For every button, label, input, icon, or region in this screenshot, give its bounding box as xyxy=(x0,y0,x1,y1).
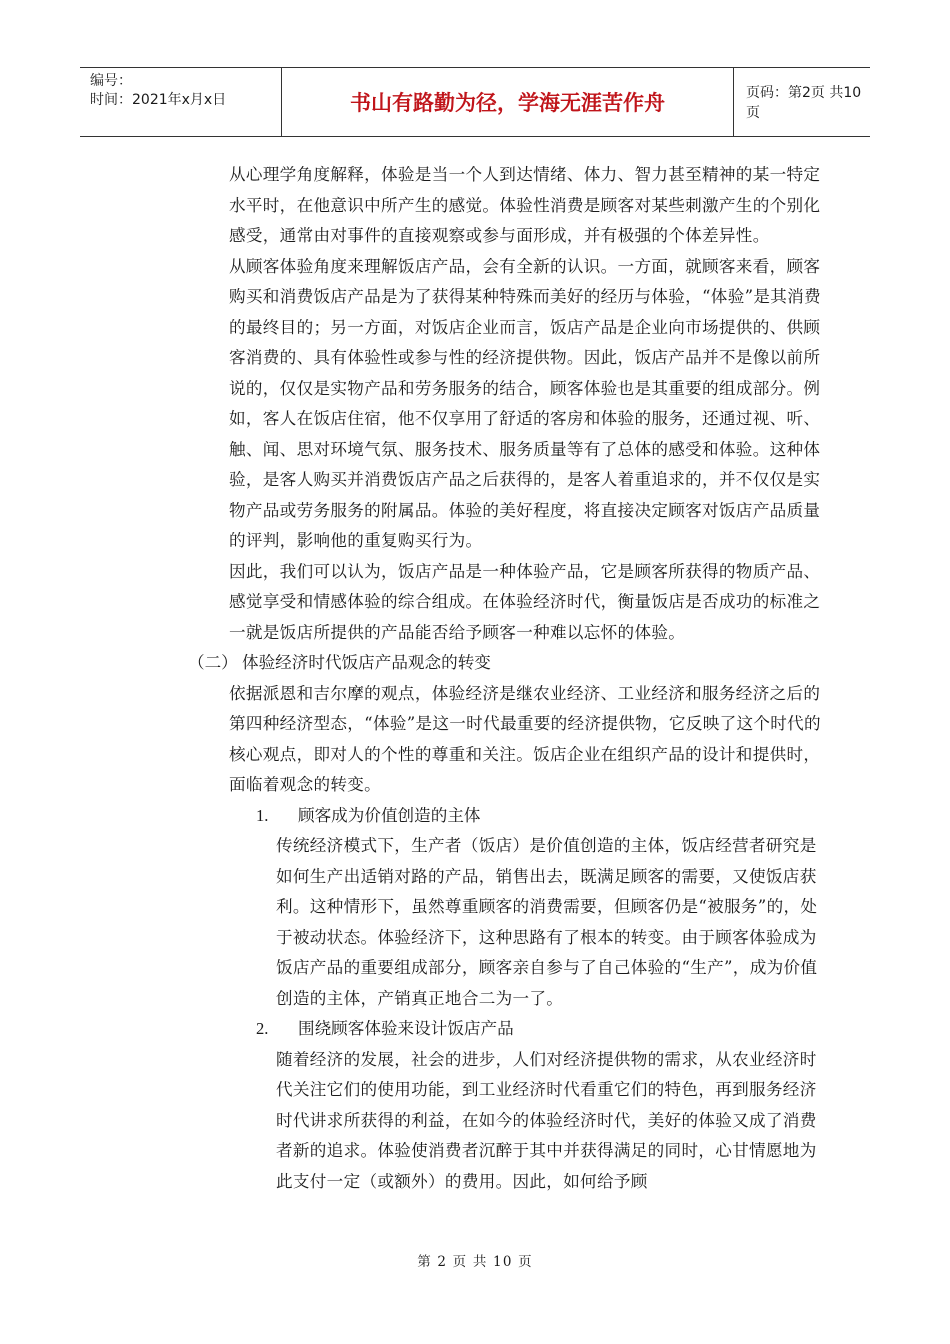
header-motto: 书山有路勤为径，学海无涯苦作舟 xyxy=(282,68,734,136)
list-item-heading xyxy=(256,1014,950,1045)
list-item-title: 顾客成为价值创造的主体 xyxy=(298,805,481,825)
paragraph-conclusion: 因此，我们可以认为，饭店产品是一种体验产品，它是顾客所获得的物质产品、感觉享受和情感体验的综合组成。在体验经济时代，衡量饭店是否成功的标准之一就是饭店所提供的产品能否给予顾客一种难以忘怀的体验。 xyxy=(229,561,821,642)
page-footer: 第 2 页 共 10 页 xyxy=(417,1254,533,1270)
paragraph-psychology: 从心理学角度解释，体验是当一个人到达情绪、体力、智力甚至精神的某一特定水平时，在他意识中所产生的感觉。体验性消费是顾客对某些刺激产生的个别化感受，通常由对事件的直接观察或参与面形成，并有极强的个体差异性。 xyxy=(229,165,821,245)
date-label: 时间：2021年x月x日 xyxy=(90,92,227,108)
section-title: 体验经济时代饭店产品观念的转变 xyxy=(242,653,491,672)
list-item-heading xyxy=(256,801,950,832)
header-page-label: 页码：第2页 共10页 xyxy=(746,85,862,121)
list-item-number: 2. xyxy=(256,1019,269,1038)
number-label: 编号： xyxy=(90,73,132,89)
paragraph-experience-economy: 依据派恩和吉尔摩的观点，体验经济是继农业经济、工业经济和服务经济之后的第四种经济型态，“体验”是这一时代最重要的经济提供物，它反映了这个时代的核心观点，即对人的个性的尊重和关注。饭店企业在组织产品的设计和提供时，面临着观念的转变。 xyxy=(229,683,821,794)
list-item-title: 围绕顾客体验来设计饭店产品 xyxy=(298,1019,514,1038)
document-body xyxy=(0,160,950,1197)
header-meta xyxy=(80,68,282,136)
section-heading xyxy=(188,648,950,679)
list-item-number: 1. xyxy=(256,805,269,825)
paragraph-customer-view: 从顾客体验角度来理解饭店产品，会有全新的认识。一方面，就顾客来看，顾客购买和消费饭店产品是为了获得某种特殊而美好的经历与体验，“体验”是其消费的最终目的；另一方面，对饭店企业而言，饭店产品是企业向市场提供的、供顾客消费的、具有体验性或参与性的经济提供物。因此，饭店产品并不是像以前所说的，仅仅是实物产品和劳务服务的结合，顾客体验也是其重要的组成部分。例如，客人在饭店住宿，他不仅享用了舒适的客房和体验的服务，还通过视、听、触、闻、思对环境气氛、服务技术、服务质量等有了总体的感受和体验。这种体验，是客人购买并消费饭店产品之后获得的，是客人着重追求的，并不仅仅是实物产品或劳务服务的附属品。体验的美好程度，将直接决定顾客对饭店产品质量的评判，影响他的重复购买行为。 xyxy=(229,256,821,550)
page-header xyxy=(80,67,870,137)
paragraph-value-creation: 传统经济模式下，生产者（饭店）是价值创造的主体，饭店经营者研究是如何生产出适销对路的产品，销售出去，既满足顾客的需要，又使饭店获利。这种情形下，虽然尊重顾客的消费需要，但顾客仍是“被服务”的，处于被动状态。体验经济下，这种思路有了根本的转变。由于顾客体验成为饭店产品的重要组成部分，顾客亲自参与了自己体验的“生产”，成为价值创造的主体，产销真正地合二为一了。 xyxy=(276,836,818,1008)
paragraph-product-design: 随着经济的发展，社会的进步，人们对经济提供物的需求，从农业经济时代关注它们的使用功能，到工业经济时代看重它们的特色，再到服务经济时代讲求所获得的利益，在如今的体验经济时代，美好的体验又成了消费者新的追求。体验使消费者沉醉于其中并获得满足的同时，心甘情愿地为此支付一定（或额外）的费用。因此，如何给予顾 xyxy=(276,1049,817,1191)
section-number: （二） xyxy=(188,653,238,672)
